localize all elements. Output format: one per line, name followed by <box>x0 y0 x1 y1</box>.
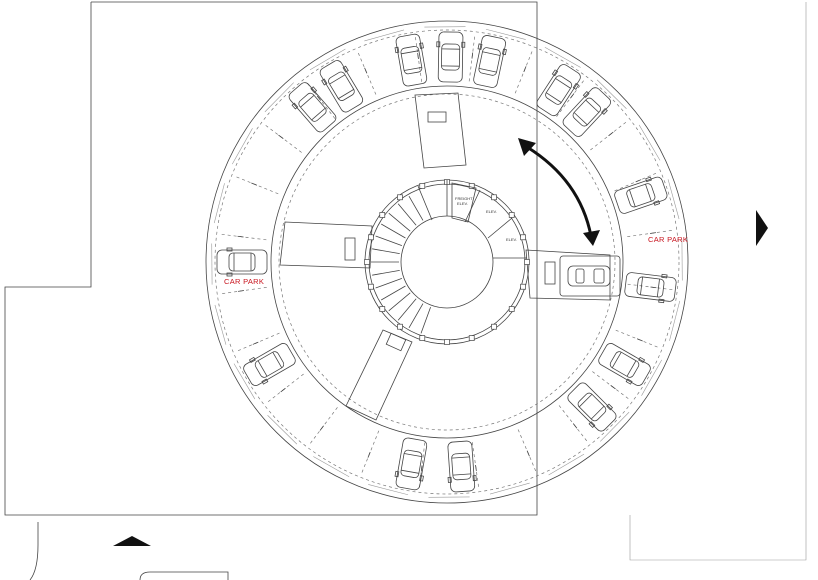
site-boundary-bottom-curve <box>30 522 38 580</box>
parked-car <box>217 248 267 276</box>
dimension-line <box>310 49 345 70</box>
dimension-line <box>597 80 626 109</box>
dimension-tick <box>238 291 244 292</box>
parked-car <box>393 437 429 491</box>
drive-ring-dashed <box>279 94 615 430</box>
core-column <box>509 212 514 217</box>
dimension-tick <box>365 68 367 74</box>
dimension-line <box>486 29 526 39</box>
dimension-tick <box>609 132 614 136</box>
dimension-line <box>214 183 224 223</box>
stair-tread <box>376 278 402 288</box>
dimension-tick <box>320 426 324 431</box>
parked-car <box>446 441 477 493</box>
core-column <box>368 284 373 289</box>
dimension-line <box>268 415 297 444</box>
dimension-tick <box>253 342 259 344</box>
core-column <box>397 195 402 200</box>
dimension-tick <box>636 180 642 182</box>
core-column <box>445 340 450 345</box>
stall-divider <box>515 51 532 94</box>
stair-tread <box>409 304 423 328</box>
dimension-line <box>669 301 679 341</box>
dimension-line <box>549 454 584 475</box>
dimension-tick <box>472 53 473 59</box>
core-column <box>469 336 474 341</box>
dimension-tick <box>637 339 643 341</box>
core-column <box>380 307 385 312</box>
core-column <box>368 235 373 240</box>
stair-tread <box>381 224 405 238</box>
dimension-line <box>668 179 679 219</box>
dimension-tick <box>238 236 244 237</box>
dimension-tick <box>611 385 616 389</box>
ramp-east-pad <box>545 262 555 284</box>
core-divider-2 <box>465 190 480 222</box>
stair-tread <box>398 204 416 225</box>
triangle-right-icon <box>756 210 768 246</box>
parked-car <box>393 33 429 87</box>
dimension-line <box>639 125 660 160</box>
ramp-north-pad <box>428 112 446 122</box>
dimension-tick <box>650 233 656 234</box>
stair-tread <box>409 196 423 220</box>
core-column <box>492 195 497 200</box>
triangle-up-icon <box>113 536 151 546</box>
ramp-southwest-pad <box>386 333 405 350</box>
parked-car <box>436 32 465 82</box>
core-column <box>521 235 526 240</box>
stair-tread <box>398 299 416 320</box>
stair-tread <box>389 293 410 311</box>
dimension-tick <box>650 287 656 288</box>
turntable-car <box>560 256 620 296</box>
car-park-label-left: CAR PARK <box>224 277 265 286</box>
core-divider-3 <box>488 218 512 238</box>
dimension-tick <box>251 183 257 185</box>
core-column <box>420 336 425 341</box>
stall-divider <box>221 287 267 293</box>
core-column <box>397 324 402 329</box>
parked-car <box>471 34 509 89</box>
parked-car <box>596 340 653 389</box>
dimension-tick <box>476 465 477 471</box>
parked-car <box>241 340 298 389</box>
freight-elevator-label-2: ELEV. <box>457 201 468 206</box>
core-column <box>525 260 530 265</box>
dimension-tick <box>573 424 577 429</box>
stair-tread <box>376 236 402 246</box>
stair-tread <box>372 270 400 275</box>
stair-tread <box>389 213 410 231</box>
parking-ring-inner <box>271 86 623 438</box>
core-column <box>380 212 385 217</box>
elevator-label-2: ELEV. <box>506 237 517 242</box>
ramp-west-pad <box>345 238 355 260</box>
stall-divider <box>628 284 674 290</box>
dimension-tick <box>368 452 370 458</box>
dimension-tick <box>524 66 526 72</box>
central-core <box>365 180 530 345</box>
dimension-line <box>600 412 629 441</box>
ramp-north <box>415 93 466 168</box>
core-column <box>365 260 370 265</box>
parked-cars <box>217 32 677 493</box>
dimension-tick <box>570 93 574 98</box>
core-inner-void <box>401 216 493 308</box>
dimension-line <box>234 364 255 399</box>
dimension-tick <box>527 451 529 457</box>
freight-elevator-label-1: FREIGHT <box>455 196 473 201</box>
dimension-line <box>364 30 404 41</box>
dimension-tick <box>281 388 286 392</box>
core-column <box>521 284 526 289</box>
stair-tread <box>381 286 405 300</box>
dimension-tick <box>418 53 419 59</box>
rotation-arrow-icon <box>518 138 600 246</box>
car-park-label-right: CAR PARK <box>648 235 689 244</box>
core-column <box>420 183 425 188</box>
stair-tread <box>372 249 400 254</box>
site-boundary-right <box>630 2 806 560</box>
ramp-southwest <box>346 330 412 420</box>
stair-tread <box>421 307 431 333</box>
elevator-label-1: ELEV. <box>486 209 497 214</box>
dimension-tick <box>278 135 283 139</box>
parking-stall-dividers <box>212 27 683 498</box>
parked-car <box>613 174 669 217</box>
core-column <box>509 307 514 312</box>
dimension-tick <box>421 465 422 471</box>
ramp-west <box>280 222 372 268</box>
core-column <box>492 324 497 329</box>
road-edge <box>140 572 228 580</box>
